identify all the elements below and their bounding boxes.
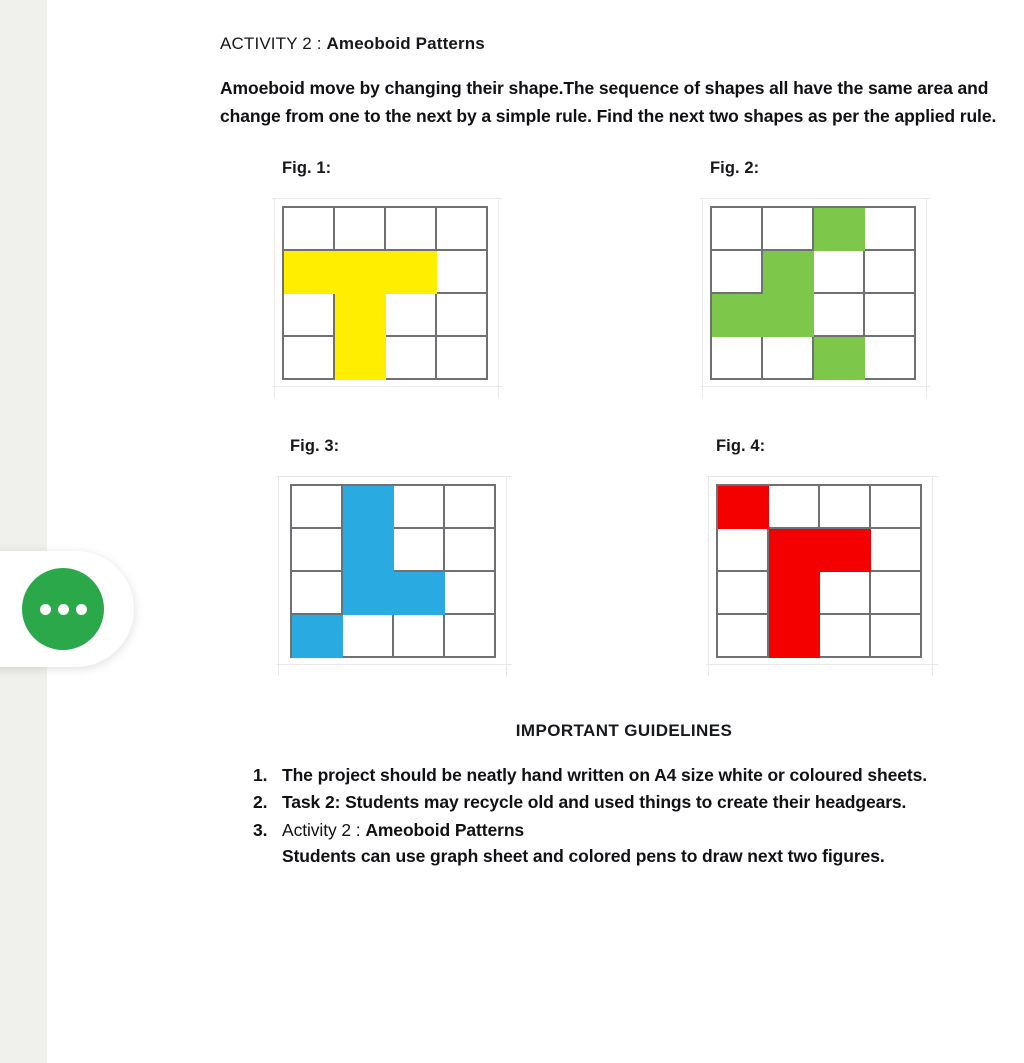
guideline-text-1: The project should be neatly hand written on A4 size white or coloured sheets. [282,764,927,785]
guideline-text-3: Students can use graph sheet and colored pens to draw next two figures. [282,845,885,866]
grid-cell-empty [386,337,437,380]
figure-row-bottom [220,431,1024,711]
floating-action-pill [0,551,134,667]
grid-cell-filled [292,615,343,658]
document-content [220,0,1024,872]
figure-block-3 [290,437,496,658]
grid-cell-empty [718,615,769,658]
grid-cell-empty [437,208,488,251]
guideline-text-2: Task 2: Students may recycle old and used things to create their headgears. [282,792,907,813]
grid-cell-filled [394,572,445,615]
figure-grid-wrap-1 [282,206,488,380]
grid-cell-filled [763,251,814,294]
figure-caption-2: Fig. 2: [710,158,760,177]
figure-block-2 [710,159,916,380]
grid-cell-empty [820,486,871,529]
activity-heading [220,0,1024,54]
grid-cell-filled [763,294,814,337]
grid-cell-empty [814,251,865,294]
grid-cell-empty [284,294,335,337]
grid-cell-empty [335,208,386,251]
grid-cell-empty [820,572,871,615]
guideline-item-1 [282,763,1018,789]
grid-cell-empty [820,615,871,658]
grid-cell-filled [386,251,437,294]
figure-block-4 [716,437,922,658]
grid-cell-empty [814,294,865,337]
figure-grid-2 [710,206,916,380]
grid-cell-filled [769,529,820,572]
figure-caption-4: Fig. 4: [716,436,766,455]
figure-grid-wrap-2 [710,206,916,380]
figure-grid-3 [290,484,496,658]
figure-grid-wrap-4 [716,484,922,658]
grid-cell-empty [763,337,814,380]
grid-cell-empty [292,486,343,529]
grid-cell-filled [712,294,763,337]
grid-cell-empty [386,208,437,251]
grid-cell-empty [394,615,445,658]
grid-cell-empty [292,572,343,615]
grid-cell-empty [712,337,763,380]
grid-cell-empty [437,251,488,294]
document-page [47,0,1024,1063]
grid-cell-empty [871,486,922,529]
three-dots-icon-dot-2 [58,604,69,615]
figure-grid-4 [716,484,922,658]
grid-cell-empty [284,208,335,251]
grid-cell-filled [769,572,820,615]
three-dots-icon-dot-3 [76,604,87,615]
grid-cell-empty [871,529,922,572]
guideline-3-title: Ameoboid Patterns [365,820,525,841]
grid-cell-empty [343,615,394,658]
activity-title: Ameoboid Patterns [326,34,485,53]
grid-cell-empty [712,208,763,251]
figure-grid-1 [282,206,488,380]
left-gutter-rail [0,0,47,1063]
grid-cell-empty [871,615,922,658]
grid-cell-empty [718,529,769,572]
grid-cell-filled [343,529,394,572]
grid-cell-filled [814,208,865,251]
guidelines-list [220,763,1024,870]
guidelines-title: IMPORTANT GUIDELINES [515,720,733,740]
grid-cell-filled [284,251,335,294]
guideline-3-label: Activity 2 : [282,820,366,841]
grid-cell-empty [284,337,335,380]
grid-cell-empty [718,572,769,615]
grid-cell-filled [769,615,820,658]
grid-cell-empty [763,208,814,251]
three-dots-icon-dot-1 [40,604,51,615]
grid-cell-empty [445,572,496,615]
figure-caption-3: Fig. 3: [290,436,340,455]
grid-cell-empty [865,337,916,380]
grid-cell-empty [445,486,496,529]
guideline-item-2 [282,790,1018,816]
grid-cell-filled [814,337,865,380]
grid-cell-empty [386,294,437,337]
figure-row-top [220,159,1024,431]
grid-cell-filled [820,529,871,572]
grid-cell-filled [343,572,394,615]
grid-cell-empty [871,572,922,615]
grid-cell-empty [769,486,820,529]
grid-cell-empty [445,529,496,572]
figure-grid-wrap-3 [290,484,496,658]
more-options-button[interactable] [22,568,104,650]
grid-cell-filled [335,337,386,380]
guideline-item-3 [282,818,1018,869]
grid-cell-empty [865,294,916,337]
grid-cell-filled [343,486,394,529]
grid-cell-empty [445,615,496,658]
grid-cell-empty [394,529,445,572]
grid-cell-empty [865,251,916,294]
grid-cell-empty [437,337,488,380]
grid-cell-filled [718,486,769,529]
grid-cell-empty [712,251,763,294]
grid-cell-empty [865,208,916,251]
activity-label: ACTIVITY 2 : [220,34,327,53]
grid-cell-empty [292,529,343,572]
grid-cell-empty [394,486,445,529]
grid-cell-empty [437,294,488,337]
figure-caption-1: Fig. 1: [282,158,332,177]
activity-intro-paragraph: Amoeboid move by changing their shape.The sequence of shapes all have the same area and change from one to the next by a simple rule. Find the next two shapes as per the applied rule. [220,78,997,127]
grid-cell-filled [335,294,386,337]
figure-block-1 [282,159,488,380]
grid-cell-filled [335,251,386,294]
